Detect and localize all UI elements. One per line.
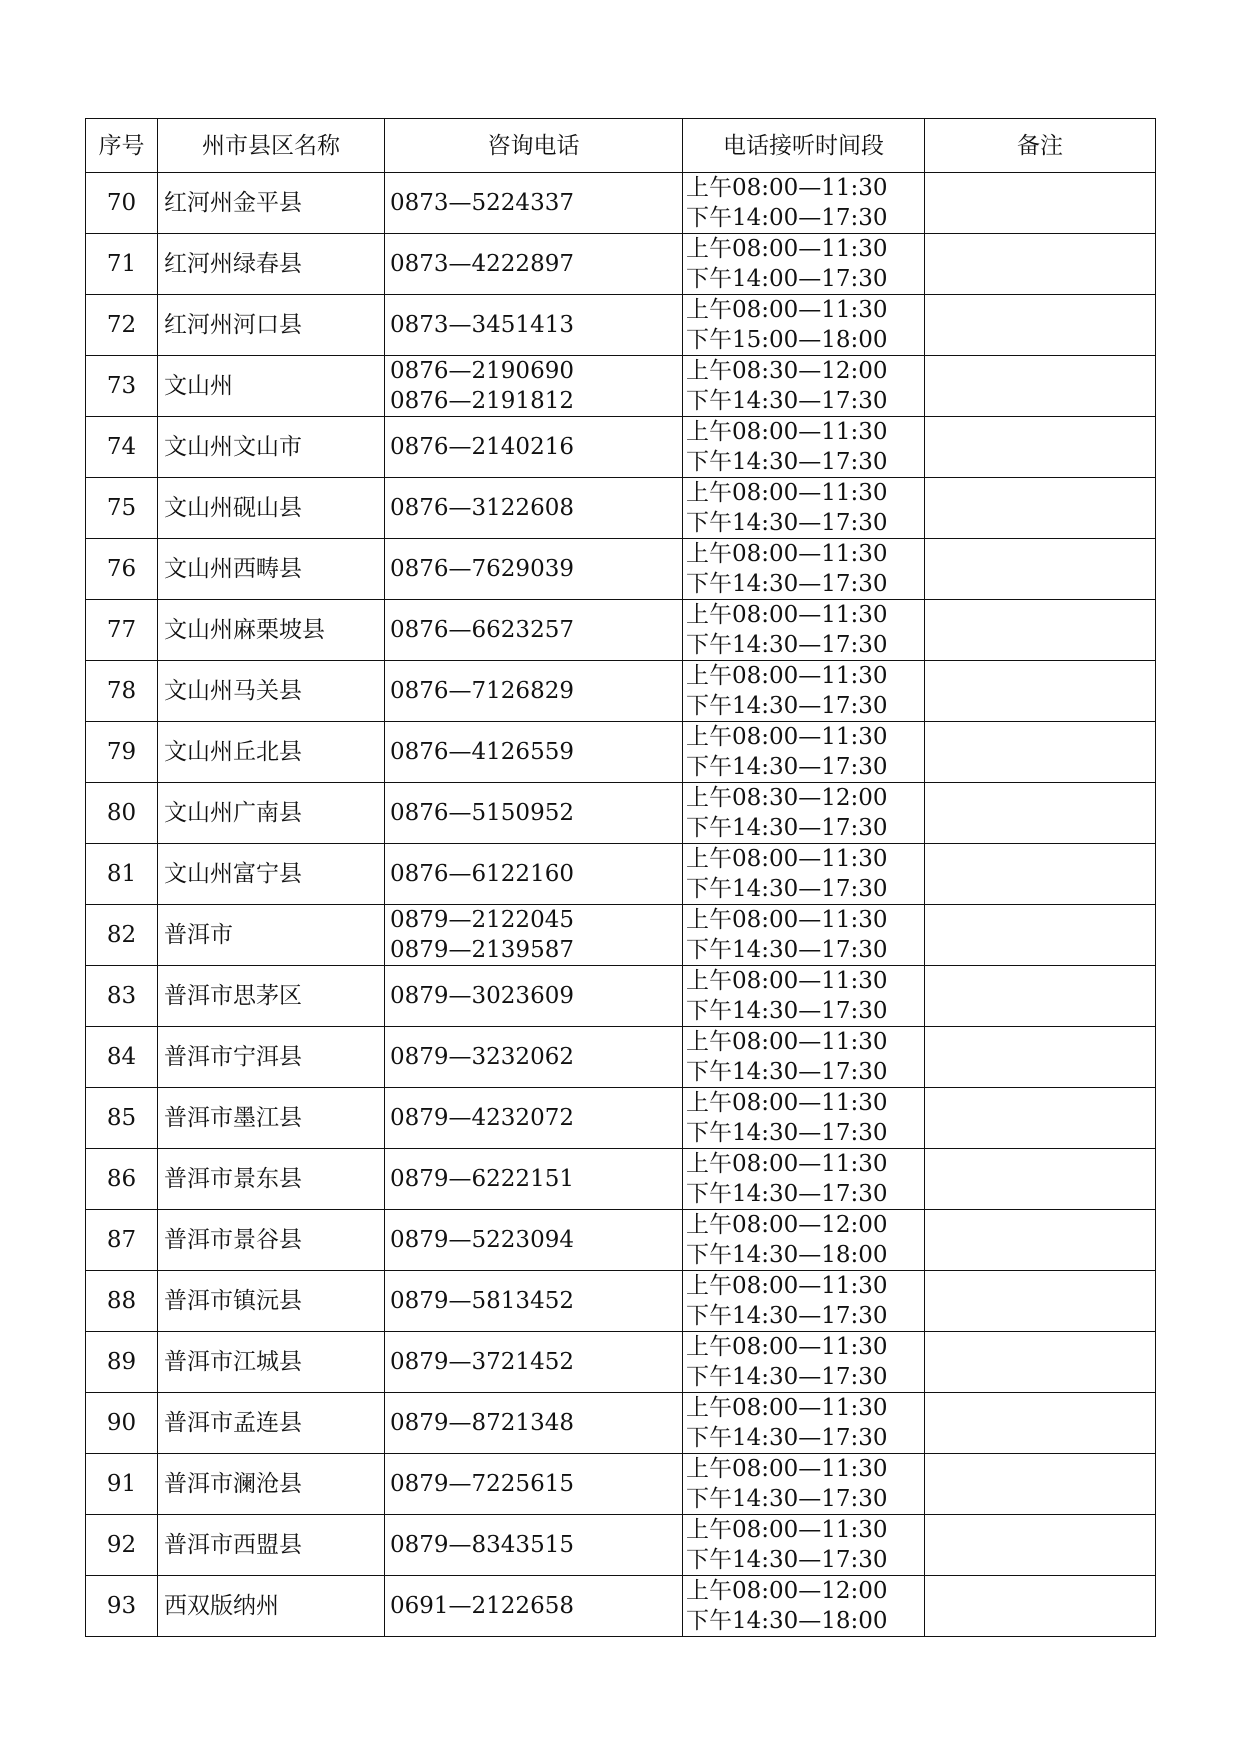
phone-cell <box>385 966 683 1027</box>
hours-period: 上午08:00—11:30 <box>686 1151 888 1177</box>
hours-cell <box>683 1393 925 1454</box>
remarks-cell <box>925 173 1156 234</box>
table-row <box>86 661 1156 722</box>
table-row <box>86 173 1156 234</box>
hours-period: 下午14:30—17:30 <box>686 1181 888 1207</box>
hours-period: 上午08:00—11:30 <box>686 419 888 445</box>
header-hours: 电话接听时间段 <box>683 119 925 173</box>
contact-table <box>85 118 1156 1637</box>
region-name: 文山州西畴县 <box>158 539 385 600</box>
hours-cell <box>683 1210 925 1271</box>
table-row <box>86 844 1156 905</box>
region-name: 普洱市澜沧县 <box>158 1454 385 1515</box>
hours-period: 下午14:30—17:30 <box>686 1547 888 1573</box>
region-name: 红河州金平县 <box>158 173 385 234</box>
remarks-cell <box>925 783 1156 844</box>
table-header <box>86 119 1156 173</box>
hours-cell <box>683 1088 925 1149</box>
region-name: 文山州广南县 <box>158 783 385 844</box>
region-name: 普洱市孟连县 <box>158 1393 385 1454</box>
table-row <box>86 1027 1156 1088</box>
hours-period: 上午08:00—11:30 <box>686 1395 888 1421</box>
table-row <box>86 417 1156 478</box>
phone-cell <box>385 295 683 356</box>
hours-period: 下午14:30—17:30 <box>686 815 888 841</box>
phone-number: 0876—2191812 <box>390 388 574 414</box>
remarks-cell <box>925 661 1156 722</box>
row-index: 86 <box>86 1149 158 1210</box>
phone-number: 0879—2139587 <box>390 937 574 963</box>
phone-number: 0879—3023609 <box>390 983 574 1009</box>
table-row <box>86 1088 1156 1149</box>
phone-cell <box>385 844 683 905</box>
phone-cell <box>385 1149 683 1210</box>
hours-period: 下午14:30—17:30 <box>686 1059 888 1085</box>
hours-period: 下午14:30—17:30 <box>686 388 888 414</box>
row-index: 73 <box>86 356 158 417</box>
region-name: 红河州河口县 <box>158 295 385 356</box>
row-index: 87 <box>86 1210 158 1271</box>
phone-cell <box>385 600 683 661</box>
table-row <box>86 1149 1156 1210</box>
hours-period: 上午08:00—11:30 <box>686 968 888 994</box>
region-name: 文山州马关县 <box>158 661 385 722</box>
phone-number: 0873—4222897 <box>390 251 574 277</box>
phone-number: 0876—4126559 <box>390 739 574 765</box>
phone-number: 0879—4232072 <box>390 1105 574 1131</box>
table-row <box>86 1271 1156 1332</box>
header-row <box>86 119 1156 173</box>
row-index: 82 <box>86 905 158 966</box>
remarks-cell <box>925 966 1156 1027</box>
table-row <box>86 1332 1156 1393</box>
hours-period: 下午14:30—17:30 <box>686 1303 888 1329</box>
row-index: 78 <box>86 661 158 722</box>
row-index: 81 <box>86 844 158 905</box>
row-index: 79 <box>86 722 158 783</box>
table-row <box>86 295 1156 356</box>
phone-cell <box>385 417 683 478</box>
region-name: 普洱市江城县 <box>158 1332 385 1393</box>
row-index: 92 <box>86 1515 158 1576</box>
remarks-cell <box>925 844 1156 905</box>
hours-period: 上午08:00—11:30 <box>686 1456 888 1482</box>
region-name: 普洱市西盟县 <box>158 1515 385 1576</box>
remarks-cell <box>925 600 1156 661</box>
phone-cell <box>385 1393 683 1454</box>
hours-period: 下午14:30—17:30 <box>686 693 888 719</box>
phone-number: 0879—3232062 <box>390 1044 574 1070</box>
region-name: 文山州富宁县 <box>158 844 385 905</box>
row-index: 93 <box>86 1576 158 1637</box>
hours-period: 下午14:00—17:30 <box>686 266 888 292</box>
row-index: 71 <box>86 234 158 295</box>
phone-number: 0876—7629039 <box>390 556 574 582</box>
hours-cell <box>683 539 925 600</box>
remarks-cell <box>925 295 1156 356</box>
hours-period: 上午08:00—11:30 <box>686 663 888 689</box>
hours-period: 上午08:00—11:30 <box>686 1029 888 1055</box>
hours-cell <box>683 173 925 234</box>
phone-cell <box>385 234 683 295</box>
phone-cell <box>385 478 683 539</box>
table-row <box>86 600 1156 661</box>
header-index: 序号 <box>86 119 158 173</box>
phone-cell <box>385 661 683 722</box>
remarks-cell <box>925 1027 1156 1088</box>
row-index: 84 <box>86 1027 158 1088</box>
table-row <box>86 722 1156 783</box>
hours-period: 下午14:30—18:00 <box>686 1242 888 1268</box>
hours-period: 上午08:00—11:30 <box>686 602 888 628</box>
hours-period: 下午14:30—17:30 <box>686 754 888 780</box>
row-index: 76 <box>86 539 158 600</box>
hours-cell <box>683 1576 925 1637</box>
hours-period: 上午08:00—11:30 <box>686 1517 888 1543</box>
hours-cell <box>683 600 925 661</box>
row-index: 91 <box>86 1454 158 1515</box>
hours-period: 下午14:30—17:30 <box>686 998 888 1024</box>
region-name: 红河州绿春县 <box>158 234 385 295</box>
table-row <box>86 1210 1156 1271</box>
region-name: 普洱市宁洱县 <box>158 1027 385 1088</box>
phone-number: 0879—2122045 <box>390 907 574 933</box>
phone-cell <box>385 905 683 966</box>
phone-number: 0879—6222151 <box>390 1166 574 1192</box>
phone-number: 0876—2190690 <box>390 358 574 384</box>
hours-period: 上午08:00—12:00 <box>686 1578 888 1604</box>
hours-cell <box>683 1332 925 1393</box>
row-index: 70 <box>86 173 158 234</box>
table-row <box>86 905 1156 966</box>
table-row <box>86 966 1156 1027</box>
phone-cell <box>385 1088 683 1149</box>
remarks-cell <box>925 1271 1156 1332</box>
row-index: 88 <box>86 1271 158 1332</box>
hours-period: 上午08:00—11:30 <box>686 1273 888 1299</box>
hours-period: 上午08:30—12:00 <box>686 785 888 811</box>
remarks-cell <box>925 1515 1156 1576</box>
hours-period: 下午14:30—17:30 <box>686 1486 888 1512</box>
remarks-cell <box>925 905 1156 966</box>
remarks-cell <box>925 478 1156 539</box>
hours-cell <box>683 1271 925 1332</box>
hours-period: 上午08:30—12:00 <box>686 358 888 384</box>
phone-cell <box>385 1271 683 1332</box>
hours-period: 上午08:00—11:30 <box>686 1334 888 1360</box>
table-row <box>86 234 1156 295</box>
table-row <box>86 1576 1156 1637</box>
hours-period: 上午08:00—11:30 <box>686 175 888 201</box>
hours-cell <box>683 1149 925 1210</box>
phone-cell <box>385 1454 683 1515</box>
hours-period: 上午08:00—11:30 <box>686 907 888 933</box>
phone-number: 0879—5223094 <box>390 1227 574 1253</box>
remarks-cell <box>925 356 1156 417</box>
hours-cell <box>683 1027 925 1088</box>
hours-period: 上午08:00—11:30 <box>686 297 888 323</box>
hours-period: 上午08:00—11:30 <box>686 541 888 567</box>
remarks-cell <box>925 1393 1156 1454</box>
phone-cell <box>385 539 683 600</box>
header-region-name: 州市县区名称 <box>158 119 385 173</box>
phone-cell <box>385 356 683 417</box>
hours-period: 上午08:00—11:30 <box>686 1090 888 1116</box>
region-name: 普洱市镇沅县 <box>158 1271 385 1332</box>
phone-number: 0879—8721348 <box>390 1410 574 1436</box>
remarks-cell <box>925 1576 1156 1637</box>
table-row <box>86 1515 1156 1576</box>
region-name: 普洱市 <box>158 905 385 966</box>
row-index: 89 <box>86 1332 158 1393</box>
table-row <box>86 1454 1156 1515</box>
hours-period: 下午14:30—17:30 <box>686 632 888 658</box>
region-name: 文山州丘北县 <box>158 722 385 783</box>
remarks-cell <box>925 1332 1156 1393</box>
table-row <box>86 478 1156 539</box>
phone-cell <box>385 722 683 783</box>
table-row <box>86 783 1156 844</box>
phone-number: 0876—2140216 <box>390 434 574 460</box>
hours-cell <box>683 234 925 295</box>
hours-cell <box>683 356 925 417</box>
row-index: 80 <box>86 783 158 844</box>
region-name: 文山州砚山县 <box>158 478 385 539</box>
hours-period: 下午14:30—17:30 <box>686 510 888 536</box>
header-phone: 咨询电话 <box>385 119 683 173</box>
hours-period: 下午14:00—17:30 <box>686 205 888 231</box>
region-name: 普洱市景东县 <box>158 1149 385 1210</box>
phone-number: 0876—6623257 <box>390 617 574 643</box>
phone-number: 0876—7126829 <box>390 678 574 704</box>
hours-period: 下午14:30—18:00 <box>686 1608 888 1634</box>
region-name: 普洱市思茅区 <box>158 966 385 1027</box>
phone-cell <box>385 1576 683 1637</box>
row-index: 72 <box>86 295 158 356</box>
hours-cell <box>683 1515 925 1576</box>
phone-number: 0879—5813452 <box>390 1288 574 1314</box>
hours-period: 下午14:30—17:30 <box>686 937 888 963</box>
hours-period: 上午08:00—11:30 <box>686 480 888 506</box>
hours-cell <box>683 417 925 478</box>
hours-period: 下午14:30—17:30 <box>686 449 888 475</box>
table-row <box>86 539 1156 600</box>
table-row <box>86 1393 1156 1454</box>
remarks-cell <box>925 1149 1156 1210</box>
row-index: 85 <box>86 1088 158 1149</box>
hours-cell <box>683 844 925 905</box>
hours-cell <box>683 783 925 844</box>
hours-period: 下午14:30—17:30 <box>686 1364 888 1390</box>
hours-cell <box>683 966 925 1027</box>
phone-number: 0876—6122160 <box>390 861 574 887</box>
remarks-cell <box>925 1210 1156 1271</box>
phone-number: 0876—3122608 <box>390 495 574 521</box>
region-name: 文山州 <box>158 356 385 417</box>
hours-cell <box>683 722 925 783</box>
hours-period: 上午08:00—11:30 <box>686 724 888 750</box>
table-row <box>86 356 1156 417</box>
hours-period: 下午15:00—18:00 <box>686 327 888 353</box>
hours-period: 上午08:00—11:30 <box>686 846 888 872</box>
row-index: 74 <box>86 417 158 478</box>
phone-number: 0879—7225615 <box>390 1471 574 1497</box>
phone-cell <box>385 173 683 234</box>
remarks-cell <box>925 1088 1156 1149</box>
phone-number: 0876—5150952 <box>390 800 574 826</box>
hours-period: 下午14:30—17:30 <box>686 876 888 902</box>
phone-cell <box>385 1210 683 1271</box>
phone-cell <box>385 1332 683 1393</box>
phone-number: 0873—5224337 <box>390 190 574 216</box>
remarks-cell <box>925 234 1156 295</box>
hours-period: 下午14:30—17:30 <box>686 1120 888 1146</box>
phone-number: 0691—2122658 <box>390 1593 574 1619</box>
remarks-cell <box>925 1454 1156 1515</box>
region-name: 普洱市景谷县 <box>158 1210 385 1271</box>
hours-period: 下午14:30—17:30 <box>686 571 888 597</box>
remarks-cell <box>925 722 1156 783</box>
region-name: 文山州麻栗坡县 <box>158 600 385 661</box>
hours-cell <box>683 661 925 722</box>
hours-cell <box>683 1454 925 1515</box>
phone-cell <box>385 1515 683 1576</box>
phone-number: 0879—3721452 <box>390 1349 574 1375</box>
remarks-cell <box>925 417 1156 478</box>
table-body <box>86 173 1156 1637</box>
hours-period: 上午08:00—12:00 <box>686 1212 888 1238</box>
region-name: 文山州文山市 <box>158 417 385 478</box>
hours-period: 上午08:00—11:30 <box>686 236 888 262</box>
region-name: 普洱市墨江县 <box>158 1088 385 1149</box>
region-name: 西双版纳州 <box>158 1576 385 1637</box>
hours-cell <box>683 478 925 539</box>
row-index: 75 <box>86 478 158 539</box>
phone-cell <box>385 1027 683 1088</box>
row-index: 83 <box>86 966 158 1027</box>
row-index: 90 <box>86 1393 158 1454</box>
remarks-cell <box>925 539 1156 600</box>
phone-number: 0879—8343515 <box>390 1532 574 1558</box>
hours-period: 下午14:30—17:30 <box>686 1425 888 1451</box>
header-remarks: 备注 <box>925 119 1156 173</box>
phone-number: 0873—3451413 <box>390 312 574 338</box>
row-index: 77 <box>86 600 158 661</box>
hours-cell <box>683 295 925 356</box>
phone-cell <box>385 783 683 844</box>
hours-cell <box>683 905 925 966</box>
